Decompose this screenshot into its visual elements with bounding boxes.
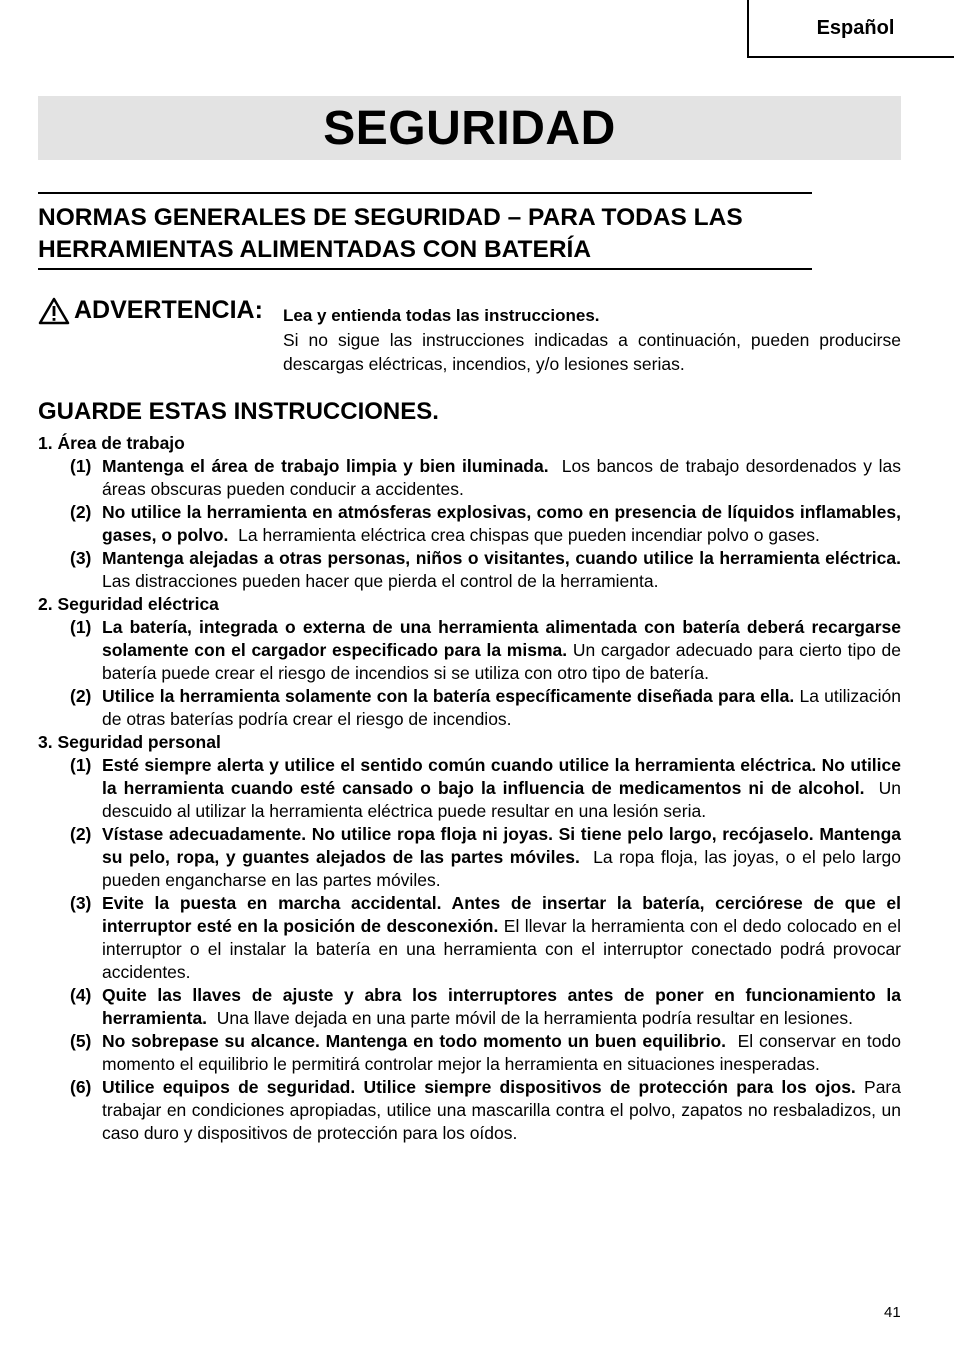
item-bold-text: Evite la puesta en marcha accidental. Antes de insertar la batería, cerciórese de que el interruptor esté en la posición de desconexión.: [102, 893, 901, 936]
instruction-item: [38, 984, 901, 1030]
page-number: 41: [884, 1304, 901, 1321]
language-tab: [747, 0, 954, 58]
item-text: Los bancos de trabajo desordenados y las áreas obscuras pueden conducir a accidentes.: [102, 456, 906, 499]
item-text: La utilización de otras baterías podría crear el riesgo de incendios.: [102, 686, 906, 729]
item-text: El llevar la herramienta con el dedo colocado en el interruptor o el instalar la batería en una herramienta con el interruptor conectado podrá provocar accidentes.: [102, 916, 906, 982]
warning-text: Si no sigue las instrucciones indicadas a continuación, pueden producirse descargas eléctricas, incendios, y/o lesiones serias.: [283, 330, 901, 374]
instruction-item: [38, 754, 906, 823]
item-text: El conservar en todo momento el equilibrio le permitirá controlar mejor la herramienta en situaciones inesperadas.: [102, 1031, 906, 1074]
instruction-item: [38, 1076, 906, 1145]
item-text: Para trabajar en condiciones apropiadas, utilice una mascarilla contra el polvo, zapatos no resbaladizos, un caso duro y dispositivos de protección para los oídos.: [102, 1077, 906, 1143]
instruction-item: [38, 1030, 906, 1076]
instruction-item: [38, 823, 906, 892]
item-number: (2): [70, 824, 92, 844]
instruction-item: [38, 547, 911, 593]
warning-body: [283, 304, 901, 376]
instruction-item: [38, 892, 906, 984]
instructions-list: [38, 432, 911, 1145]
item-number: (6): [70, 1077, 92, 1097]
item-text: La ropa floja, las joyas, o el pelo largo pueden engancharse en las partes móviles.: [102, 847, 906, 890]
warning-lead: Lea y entienda todas las instrucciones.: [283, 306, 600, 325]
item-bold-text: Mantenga alejadas a otras personas, niños o visitantes, cuando utilice la herramienta eléctrica.: [102, 548, 901, 568]
item-number: (4): [70, 985, 92, 1005]
item-number: (3): [70, 893, 92, 913]
warning-triangle-icon: [38, 297, 70, 325]
item-text: Una llave dejada en una parte móvil de la herramienta podría resultar en lesiones.: [207, 1008, 853, 1028]
item-bold-text: No utilice la herramienta en atmósferas explosivas, como en presencia de líquidos inflamables, gases, o polvo.: [102, 502, 901, 545]
item-bold-text: Utilice la herramienta solamente con la batería específicamente diseñada para ella.: [102, 686, 795, 706]
item-bold-text: Mantenga el área de trabajo limpia y bien iluminada.: [102, 456, 549, 476]
item-bold-text: Utilice equipos de seguridad. Utilice siempre dispositivos de protección para los ojos.: [102, 1077, 856, 1097]
item-number: (1): [70, 456, 92, 476]
item-text: Un descuido al utilizar la herramienta eléctrica puede resultar en una lesión seria.: [102, 778, 906, 821]
item-text: La herramienta eléctrica crea chispas que pueden incendiar polvo o gases.: [228, 525, 820, 545]
section-title: 1. Área de trabajo: [38, 433, 185, 453]
section-heading-box: [38, 192, 812, 270]
item-number: (2): [70, 502, 92, 522]
item-number: (1): [70, 617, 92, 637]
item-bold-text: La batería, integrada o externa de una herramienta alimentada con batería deberá recargarse solamente con el cargador especificado para la misma.: [102, 617, 901, 660]
item-bold-text: Vístase adecuadamente. No utilice ropa floja ni joyas. Si tiene pelo largo, recójaselo. Mantenga su pelo, ropa, y guantes alejados de las partes móviles.: [102, 824, 901, 867]
instruction-item: [38, 685, 906, 731]
item-number: (5): [70, 1031, 92, 1051]
instruction-item: [38, 501, 901, 547]
language-label: Español: [816, 16, 895, 39]
section-heading: NORMAS GENERALES DE SEGURIDAD – PARA TODAS LAS HERRAMIENTAS ALIMENTADAS CON BATERÍA: [38, 204, 743, 263]
item-bold-text: Esté siempre alerta y utilice el sentido común cuando utilice la herramienta eléctrica. No utilice la herramienta cuando esté cansado o bajo la influencia de medicamentos ni de alcohol.: [102, 755, 901, 798]
instruction-item: [38, 455, 906, 501]
item-text: Las distracciones pueden hacer que pierda el control de la herramienta.: [102, 548, 911, 591]
instruction-item: [38, 616, 906, 685]
item-bold-text: No sobrepase su alcance. Mantenga en todo momento un buen equilibrio.: [102, 1031, 727, 1051]
section-title: 2. Seguridad eléctrica: [38, 594, 219, 614]
save-instructions-heading: GUARDE ESTAS INSTRUCCIONES.: [38, 398, 439, 425]
item-number: (3): [70, 548, 92, 568]
item-bold-text: Quite las llaves de ajuste y abra los interruptores antes de poner en funcionamiento la herramienta.: [102, 985, 901, 1028]
section-title: 3. Seguridad personal: [38, 732, 221, 752]
item-number: (1): [70, 755, 92, 775]
warning-label: ADVERTENCIA:: [74, 296, 263, 324]
warning-label-group: [38, 296, 263, 325]
item-text: Un cargador adecuado para cierto tipo de batería puede crear el riesgo de incendios si se utiliza con otro tipo de batería.: [102, 640, 906, 683]
page-title: SEGURIDAD: [323, 101, 616, 155]
title-band: [38, 96, 901, 160]
item-number: (2): [70, 686, 92, 706]
